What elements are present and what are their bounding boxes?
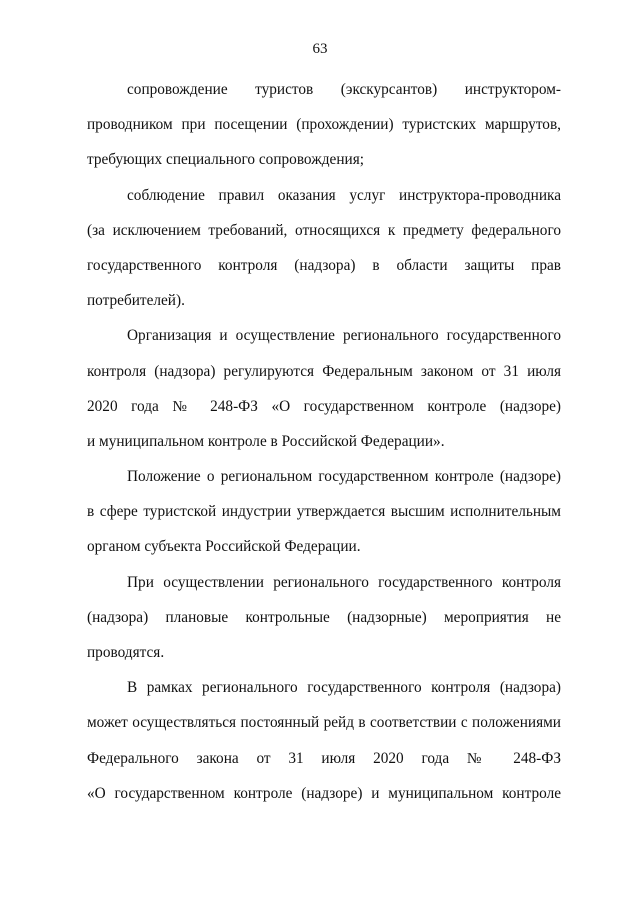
text-line: государственного контроля (надзора) в области защиты прав	[87, 256, 561, 274]
text-line: и муниципальном контроле в Российской Федерации».	[87, 432, 445, 450]
text-line: 2020 года № 248-ФЗ «О государственном контроле (надзоре)	[87, 397, 561, 415]
text-line: проводником при посещении (прохождении) туристских маршрутов,	[87, 116, 561, 134]
text-line: потребителей).	[87, 292, 185, 310]
text-line: Положение о региональном государственном контроле (надзоре)	[127, 468, 561, 486]
text-line: «О государственном контроле (надзоре) и муниципальном контроле	[87, 784, 561, 802]
text-line: Федерального закона от 31 июля 2020 года № 248-ФЗ	[87, 749, 561, 767]
text-line: Организация и осуществление регионального государственного	[127, 327, 561, 345]
text-line: (за исключением требований, относящихся к предмету федерального	[87, 221, 561, 239]
text-line: может осуществляться постоянный рейд в соответствии с положениями	[87, 714, 561, 732]
text-line: В рамках регионального государственного контроля (надзора)	[127, 679, 561, 697]
text-line: контроля (надзора) регулируются Федеральным законом от 31 июля	[87, 362, 561, 380]
text-line: в сфере туристской индустрии утверждается высшим исполнительным	[87, 503, 561, 521]
text-line: органом субъекта Российской Федерации.	[87, 538, 361, 556]
text-line: соблюдение правил оказания услуг инструктора-проводника	[127, 186, 561, 204]
page-number: 63	[312, 41, 328, 57]
document-body	[87, 77, 561, 816]
text-line: требующих специального сопровождения;	[87, 151, 365, 169]
text-line: При осуществлении регионального государственного контроля	[127, 573, 561, 591]
text-line: сопровождение туристов (экскурсантов) инструктором-	[127, 81, 561, 98]
text-line: (надзора) плановые контрольные (надзорные) мероприятия не	[87, 608, 561, 626]
text-line: проводятся.	[87, 644, 165, 661]
